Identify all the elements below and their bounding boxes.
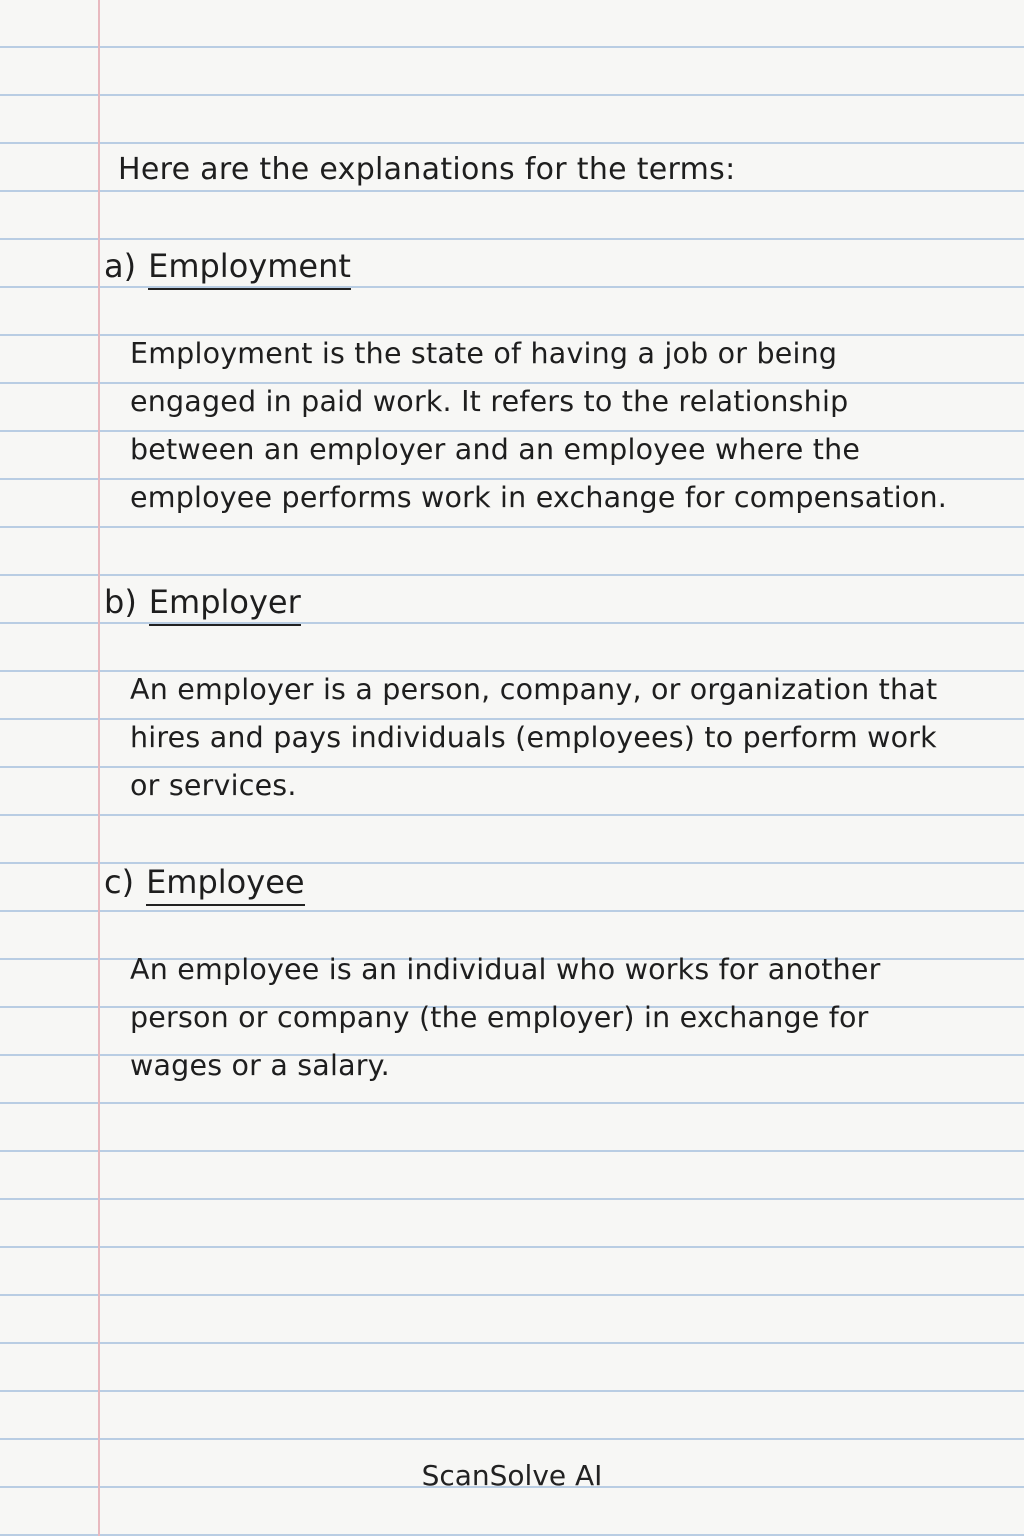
margin-line	[98, 0, 100, 1536]
heading-term: Employment	[148, 246, 351, 290]
heading-marker: b)	[104, 583, 137, 621]
heading-term: Employer	[149, 582, 301, 626]
heading-marker: c)	[104, 863, 135, 901]
definition-employee: An employee is an individual who works for another person or company (the employer) in exchange for wages or a salary.	[130, 953, 881, 1082]
intro-text: Here are the explanations for the terms:	[118, 152, 736, 187]
heading-employee	[104, 858, 305, 906]
heading-marker: a)	[104, 247, 137, 285]
brand-label: ScanSolve AI	[421, 1459, 603, 1492]
definition-employment: Employment is the state of having a job or being engaged in paid work. It refers to the relationship between an employer and an employee where the employee performs work in exchange for compensation.	[130, 337, 948, 514]
definition-employer: An employer is a person, company, or organization that hires and pays individuals (employees) to perform work or services.	[130, 673, 938, 802]
heading-term: Employee	[146, 862, 304, 906]
heading-employer	[104, 578, 301, 626]
heading-employment	[104, 242, 351, 290]
